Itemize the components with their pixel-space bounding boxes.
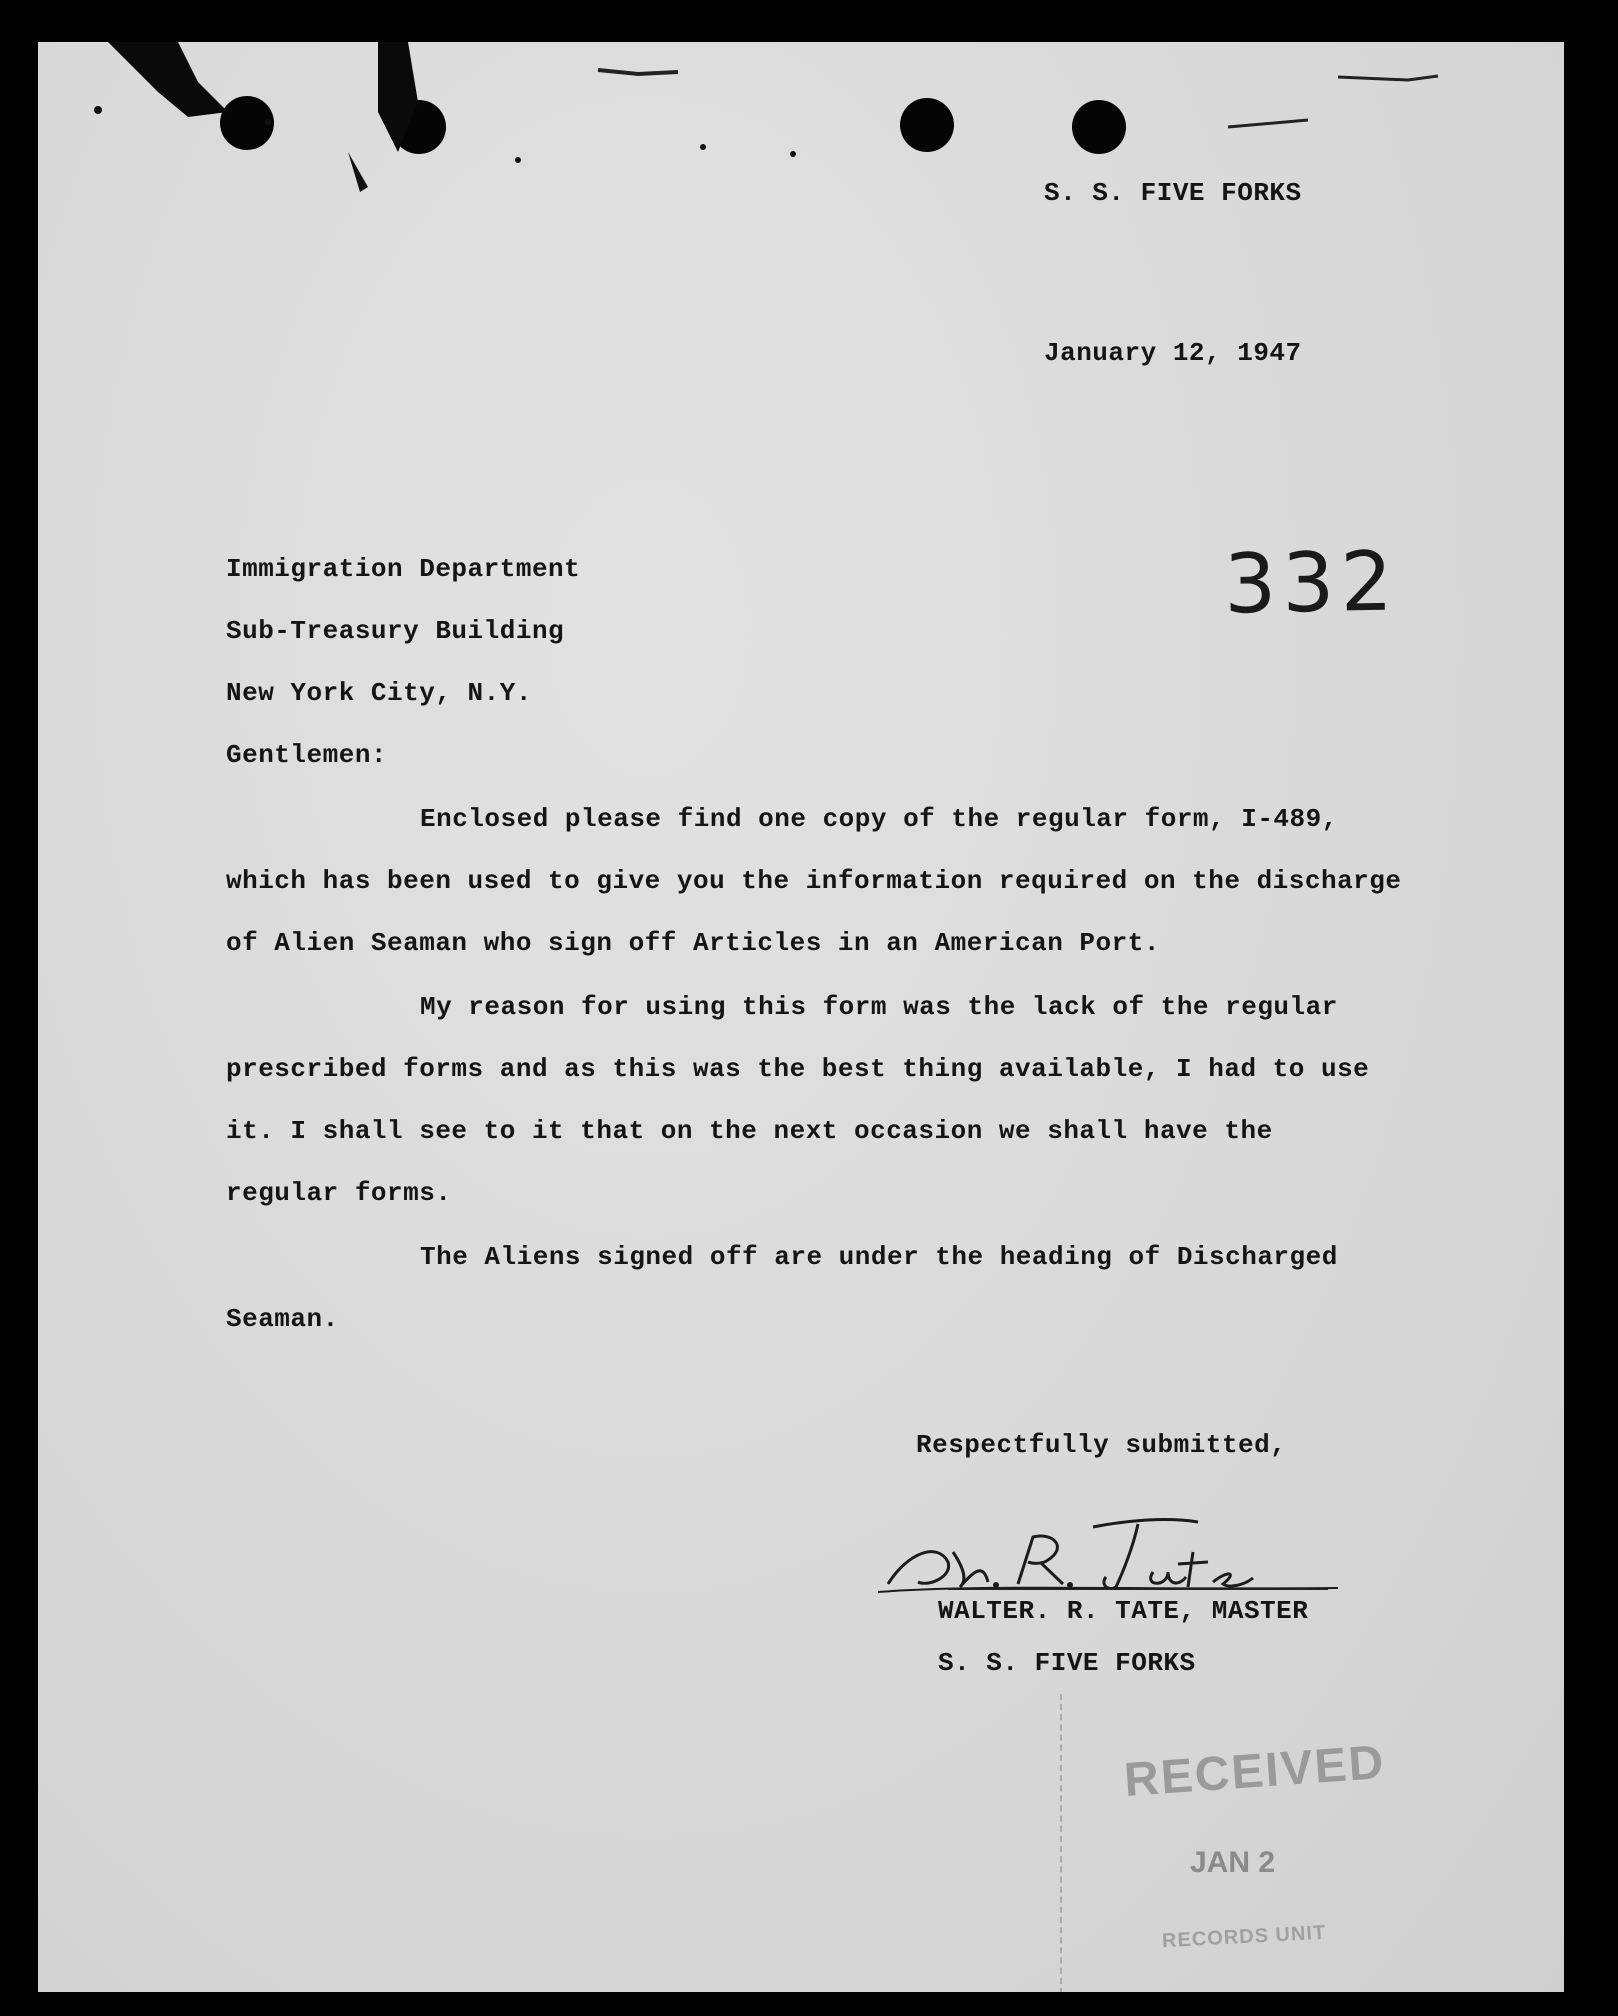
recipient-line-2: Sub-Treasury Building — [226, 616, 565, 646]
paragraph-3-line-1: The Aliens signed off are under the heading of Discharged — [420, 1242, 1338, 1272]
letter-date: January 12, 1947 — [1044, 338, 1302, 368]
handwritten-signature — [868, 1492, 1348, 1612]
letter-page — [38, 42, 1564, 1992]
salutation: Gentlemen: — [226, 740, 388, 770]
paragraph-2-line-1: My reason for using this form was the lack of the regular — [420, 992, 1338, 1022]
closing: Respectfully submitted, — [916, 1430, 1287, 1460]
paragraph-2-line-2: prescribed forms and as this was the best thing available, I had to use — [226, 1054, 1370, 1084]
paragraph-3-line-2: Seaman. — [226, 1304, 339, 1334]
signer-name: WALTER. R. TATE, MASTER — [938, 1596, 1309, 1626]
paragraph-2-line-3: it. I shall see to it that on the next occasion we shall have the — [226, 1116, 1273, 1146]
torn-corner-marks — [38, 42, 1564, 202]
stamp-unit-text: RECORDS UNIT — [1161, 1921, 1327, 1953]
handwritten-file-number: 332 — [1223, 534, 1400, 633]
recipient-line-3: New York City, N.Y. — [226, 678, 532, 708]
paragraph-1-line-3: of Alien Seaman who sign off Articles in an American Port. — [226, 928, 1160, 958]
stamp-date-text: JAN 2 — [1190, 1846, 1276, 1879]
received-stamp — [1060, 1694, 1564, 1992]
paragraph-1-line-2: which has been used to give you the information required on the discharge — [226, 866, 1402, 896]
paragraph-2-line-4: regular forms. — [226, 1178, 452, 1208]
paragraph-1-line-1: Enclosed please find one copy of the regular form, I-489, — [420, 804, 1338, 834]
signature-line — [948, 1588, 1328, 1590]
signer-ship: S. S. FIVE FORKS — [938, 1648, 1196, 1678]
stamp-received-text: RECEIVED — [1122, 1735, 1387, 1808]
recipient-line-1: Immigration Department — [226, 554, 581, 584]
letterhead-ship: S. S. FIVE FORKS — [1044, 178, 1302, 208]
